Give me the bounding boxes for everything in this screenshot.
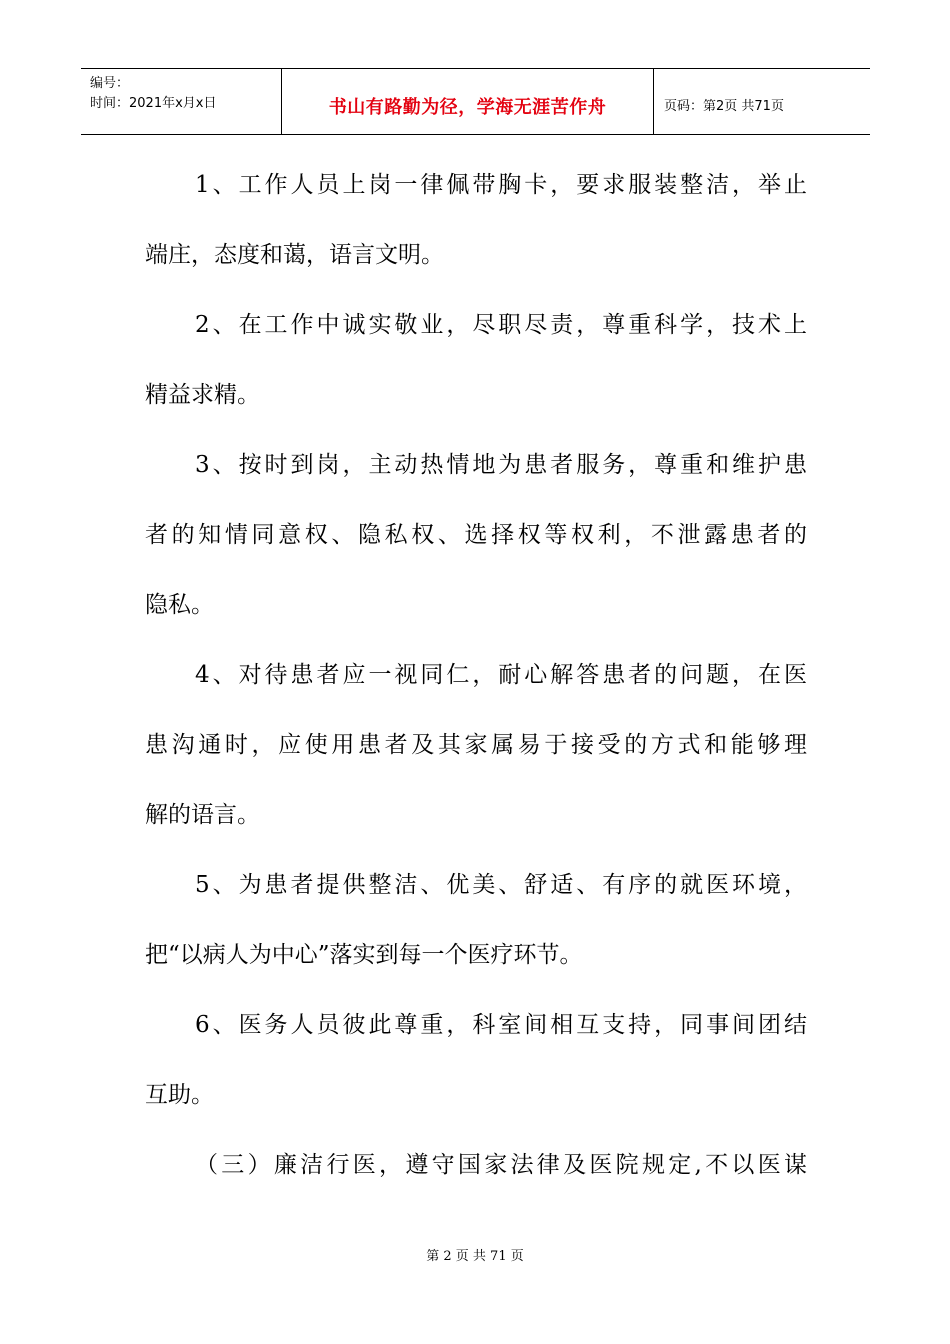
body-line: 5、为患者提供整洁、优美、舒适、有序的就医环境， [195, 872, 807, 898]
body-line: 4、对待患者应一视同仁，耐心解答患者的问题，在医 [195, 662, 807, 688]
header-motto: 书山有路勤为径，学海无涯苦作舟 [328, 97, 607, 118]
body-line: （三）廉洁行医，遵守国家法律及医院规定,不以医谋 [195, 1152, 807, 1178]
header-page-cell [654, 69, 870, 134]
body-line: 解的语言。 [145, 802, 260, 828]
body-line: 3、按时到岗，主动热情地为患者服务，尊重和维护患 [195, 452, 807, 478]
page-footer: 第 2 页 共 71 页 [426, 1249, 524, 1264]
header-info-cell [81, 69, 282, 134]
header-page-code: 页码：第2页 共71页 [664, 99, 784, 114]
document-body [145, 160, 807, 1210]
body-line: 把“以病人为中心”落实到每一个医疗环节。 [145, 942, 583, 968]
body-line: 6、医务人员彼此尊重，科室间相互支持，同事间团结 [195, 1012, 807, 1038]
body-line: 2、在工作中诚实敬业，尽职尽责，尊重科学，技术上 [195, 312, 807, 338]
header-motto-cell [282, 69, 654, 134]
body-line: 精益求精。 [145, 382, 260, 408]
body-line: 者的知情同意权、隐私权、选择权等权利，不泄露患者的 [145, 522, 807, 548]
document-time-label: 时间：2021年x月x日 [90, 96, 217, 111]
body-line: 隐私。 [145, 592, 214, 618]
document-number-label: 编号： [90, 76, 130, 91]
body-line: 1、工作人员上岗一律佩带胸卡，要求服装整洁，举止 [195, 172, 807, 198]
document-header [81, 68, 870, 135]
body-line: 端庄，态度和蔼，语言文明。 [145, 242, 444, 268]
body-line: 患沟通时，应使用患者及其家属易于接受的方式和能够理 [145, 732, 807, 758]
body-line: 互助。 [145, 1082, 214, 1108]
